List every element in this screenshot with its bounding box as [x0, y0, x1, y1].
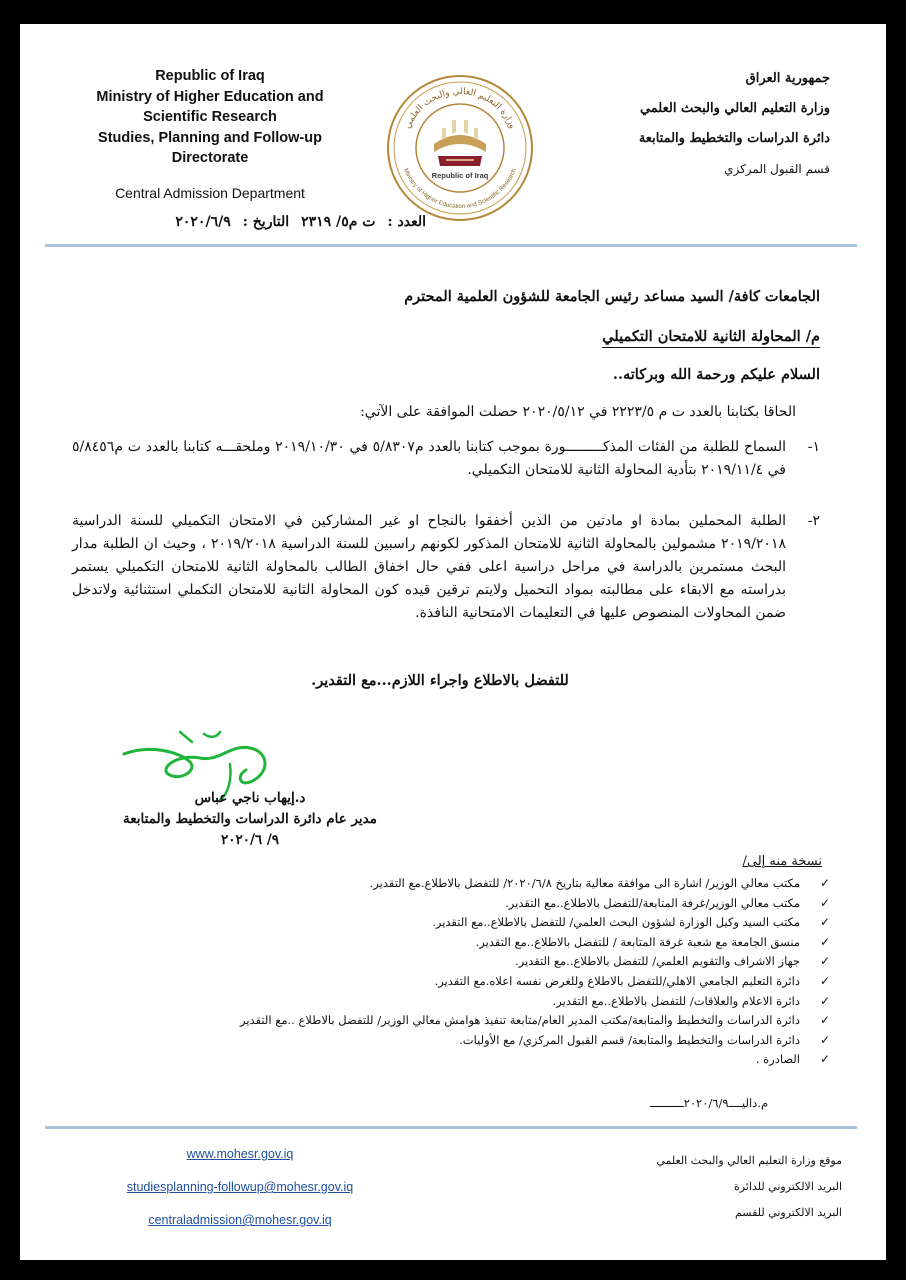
copy-recipient: دائرة الدراسات والتخطيط والمتابعة/مكتب المدير العام/متابعة تنفيذ هوامش معالي الوزير/ للتفضل بالاطلاع ..مع التقدير	[240, 1013, 800, 1028]
header-english-line: Studies, Planning and Follow-up	[98, 129, 322, 146]
copy-recipient: جهاز الاشراف والتقويم العلمي/ للتفضل بالاطلاع..مع التقدير.	[515, 954, 800, 969]
signer-title: مدير عام دائرة الدراسات والتخطيط والمتابعة	[123, 811, 377, 827]
list-item-number: ١-	[807, 439, 820, 455]
list-item-number: ٢-	[807, 513, 820, 529]
check-icon: ✓	[819, 1032, 830, 1047]
list-item	[80, 972, 830, 992]
header-arabic-department: قسم القبول المركزي	[724, 162, 830, 176]
signer-block	[80, 788, 420, 851]
list-item	[80, 913, 830, 933]
check-icon: ✓	[819, 934, 830, 949]
footer-arabic	[622, 1148, 842, 1226]
logo-ring-top-text: وزارة التعليم العالي والبحث العلمي	[402, 86, 518, 131]
check-icon: ✓	[819, 895, 830, 910]
check-icon: ✓	[819, 915, 830, 930]
copies-list	[80, 874, 830, 1070]
reference-line	[106, 214, 426, 230]
reference-date: ٢٠٢٠/٦/٩	[175, 214, 231, 230]
list-item	[80, 952, 830, 972]
footer-department-email-label: البريد الالكتروني للقسم	[734, 1206, 842, 1219]
list-item-text: الطلبة المحملين بمادة او مادتين من الذين أخفقوا بالنجاح او غير المشاركين في الامتحان التكميلي للسنة الدراسية ٢٠١٩/٢٠١٨ مشمولين بالمحاولة الثانية للامتحان المذكور لكونهم راسبين للسنة الدراسية ٢٠١٩/٢٠١٨ ، وحيث ان الطلبة مدار البحث مستمرين بالدراسة في مراحل دراسية اعلى ففي حال اخفاق الطالب بالمحاولة الثانية للامتحان التكميلي يستمر بدراسته مع الابقاء على مطالبته بمواد التحميل ولايتم ترقين قيده كون المحاولة الثانية للامتحان التكملي استثنائية ولاتدخل ضمن المحاولات المنصوص عليها في التعليمات الامتحانية النافذة.	[72, 513, 786, 621]
list-item	[80, 1050, 830, 1070]
signer-date: ٩/ ٢٠٢٠/٦	[220, 832, 280, 848]
reference-date-label: التاريخ :	[242, 214, 290, 230]
copy-recipient: مكتب معالي الوزير/ اشارة الى موافقة معالية بتاريخ ٢٠٢٠/٦/٨/ للتفضل بالاطلاع.مع التقدير.	[369, 876, 800, 890]
copy-recipient: دائرة التعليم الجامعي الاهلي/للتفضل بالاطلاع وللغرض نفسه اعلاه.مع التقدير.	[434, 973, 800, 988]
copy-recipient: الصادرة .	[755, 1052, 800, 1067]
list-item	[80, 874, 830, 894]
check-icon: ✓	[819, 973, 830, 988]
header-english-line: Republic of Iraq	[155, 68, 265, 84]
department-email-link[interactable]: centraladmission@mohesr.gov.iq	[148, 1213, 332, 1227]
header-divider	[45, 244, 857, 247]
list-item	[72, 436, 820, 482]
book-icon	[434, 120, 486, 166]
reference-number: ت م٥/ ٢٣١٩	[301, 214, 376, 230]
intro-paragraph: الحاقا بكتابنا بالعدد ت م ٢٢٢٣/٥ في ٢٠٢٠/٥/١٢ حصلت الموافقة على الآتي:	[360, 404, 796, 420]
header-english-line: Ministry of Higher Education and	[96, 88, 324, 105]
subject-line	[72, 328, 820, 345]
header-arabic	[580, 64, 830, 184]
list-item	[80, 894, 830, 914]
footer-website-label: موقع وزارة التعليم العالي والبحث العلمي	[656, 1154, 842, 1167]
list-item-text: السماح للطلبة من الفئات المذكـــــــــورة بموجب كتابنا بالعدد م٥/٨٣٠٧ في ٢٠١٩/١٠/٣٠ وملحقـــه كتابنا بالعدد ت م٥/٨٤٥٦ في ٢٠١٩/١١/٤ بتأدية المحاولة الثانية للامتحان التكميلي.	[72, 439, 786, 478]
list-item	[80, 1011, 830, 1031]
header-english-line: Scientific Research	[143, 109, 277, 125]
copy-recipient: منسق الجامعة مع شعبة غرفة المتابعة / للتفضل بالاطلاع..مع التقدير.	[475, 934, 800, 949]
directorate-email-link[interactable]: studiesplanning-followup@mohesr.gov.iq	[126, 1180, 354, 1194]
header-english-department: Central Admission Department	[115, 184, 305, 201]
letter-page	[20, 24, 886, 1260]
footer-directorate-email-label: البريد الالكتروني للدائرة	[733, 1180, 842, 1193]
greeting: السلام عليكم ورحمة الله وبركاته..	[612, 366, 820, 383]
footer-divider	[45, 1126, 857, 1129]
closing-line: للتفضل بالاطلاع واجراء اللازم...مع التقدير.	[311, 672, 569, 689]
subject-text: م/ المحاولة الثانية للامتحان التكميلي	[602, 328, 820, 348]
list-item	[80, 1031, 830, 1051]
header-arabic-line: جمهورية العراق	[745, 71, 830, 86]
logo-center-text: Republic of Iraq	[431, 171, 489, 180]
copy-recipient: دائرة الدراسات والتخطيط والمتابعة/ قسم القبول المركزي/ مع الأوليات.	[459, 1032, 800, 1047]
copy-recipient: دائرة الاعلام والعلاقات/ للتفضل بالاطلاع..مع التقدير.	[552, 993, 800, 1008]
addressee: الجامعات كافة/ السيد مساعد رئيس الجامعة للشؤون العلمية المحترم	[404, 288, 820, 305]
header-english	[70, 66, 350, 203]
ministry-logo	[386, 74, 534, 222]
copy-recipient: مكتب السيد وكيل الوزارة لشؤون البحث العلمي/ للتفضل بالاطلاع..مع التقدير.	[432, 915, 800, 930]
logo-ring-bottom-text: Ministry of Higher Education and Scientific Research	[402, 167, 518, 211]
list-item	[80, 933, 830, 953]
copy-recipient: مكتب معالي الوزير/غرفة المتابعة/للتفضل بالاطلاع..مع التقدير.	[505, 895, 800, 910]
check-icon: ✓	[819, 954, 830, 969]
header-arabic-line: وزارة التعليم العالي والبحث العلمي	[639, 101, 830, 116]
reference-number-label: العدد :	[387, 214, 426, 230]
typist-initials: م.داليــــ٢٠٢٠/٦/٩ــــــــــ	[650, 1096, 769, 1110]
check-icon: ✓	[819, 1052, 830, 1067]
list-item	[80, 992, 830, 1012]
check-icon: ✓	[819, 993, 830, 1008]
check-icon: ✓	[819, 1013, 830, 1028]
footer-links	[80, 1138, 400, 1237]
copies-title: نسخة منه إلى/	[742, 854, 822, 869]
website-link[interactable]: www.mohesr.gov.iq	[186, 1147, 294, 1161]
signer-name: د.إيهاب ناجي عباس	[194, 790, 306, 806]
header-arabic-line: دائرة الدراسات والتخطيط والمتابعة	[638, 131, 830, 146]
list-item	[72, 510, 820, 625]
header-english-line: Directorate	[171, 150, 249, 166]
check-icon: ✓	[819, 876, 830, 890]
